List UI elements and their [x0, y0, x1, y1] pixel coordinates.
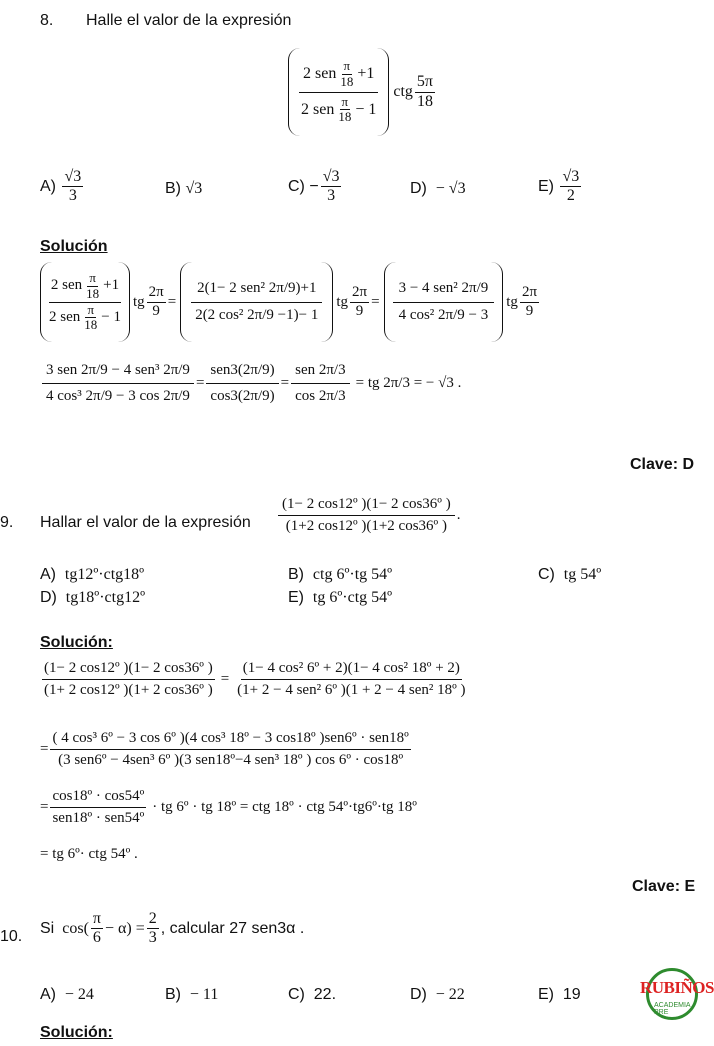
problem-10-option-a: A) − 24 [40, 986, 94, 1003]
problem-8-option-a: A) $\frac{√3}{3}$ [40, 168, 82, 205]
problem-8-solution-label: Solución [40, 238, 108, 255]
problem-10-number: 10. [0, 928, 23, 945]
problem-8-expression: 2 sen $\frac{\pi}{18}$ +1 2 sen $\frac{\pi}{18}$ − 1 ctg $\frac{5\pi}{18}$ [288, 48, 437, 136]
problem-9-solution-line-2: = ( 4 cos³ 6º − 3 cos 6º )(4 cos³ 18º − 3 cos18º )sen6º · sen18º (3 sen6º − 4sen³ 6º )(3 sen18º−4 sen³ 18º ) cos 6º · cos18º [40, 730, 409, 769]
problem-8-option-e: E) $\frac{√3}{2}$ [538, 168, 580, 205]
logo-subtitle: ACADEMIA PRE [654, 1002, 691, 1016]
problem-10-option-c: C) 22. [288, 986, 337, 1003]
problem-8-option-c: C) − $\frac{√3}{3}$ [288, 168, 340, 205]
problem-9-number: 9. [0, 514, 14, 531]
problem-8-option-d: D) − √3 [410, 180, 466, 197]
problem-8-statement: Halle el valor de la expresión [86, 12, 292, 29]
problem-9-expression: $\frac{\text{(1− 2 cos12º )(1− 2 cos36º )}}{\text{(1+2 cos12º )(1+2 cos36º )}}$ . [276, 494, 460, 538]
problem-9-solution-line-1: $\frac{\text{(1− 2 cos12º )(1− 2 cos36º )}}{\text{(1+ 2 cos12º )(1+ 2 cos36º )}}$ = $\frac{\text{(1− 4 cos² 6º + 2)(1− 4 cos² 18º + 2)}}{\text{(1+ 2 − 4 sen² 6º )(1 + 2 − 4 sen² 18º )}}$ [44, 660, 466, 699]
problem-10-solution-label: Solución: [40, 1024, 113, 1041]
problem-10-statement: Si cos( $\frac{\pi}{6}$ − α) = $\frac{2}{3}$ , calcular 27 sen3α . [40, 910, 305, 947]
problem-10-option-b: B) − 11 [165, 986, 219, 1003]
problem-8-option-b: B) √3 [165, 180, 203, 197]
rubinos-logo [640, 960, 714, 1020]
problem-8-answer-key: Clave: D [630, 456, 695, 473]
problem-10-option-e: E) 19 [538, 986, 581, 1003]
problem-9-solution-line-4: = tg 6º· ctg 54º . [40, 846, 138, 862]
problem-9-option-b: B) ctg 6º·tg 54º [288, 566, 393, 583]
problem-8-solution-line-1: 2 sen $\frac{\pi}{18}$ +1 2 sen $\frac{\pi}{18}$ − 1 tg $\frac{2\pi}{9}$ = $\frac{\text{2(1− 2 sen² 2π/9)+1}}{\text{2(2 cos² 2π/9 −1)− 1}}$ tg $\frac{2\pi}{9}$ = $\frac{\text{3 − 4 sen² 2π/9}}{\text{4 cos² 2π/9 − 3}}$ tg $\frac{2\pi}{9}$ [40, 262, 541, 342]
problem-8-number: 8. [40, 12, 54, 29]
problem-9-option-d: D) tg18º·ctg12º [40, 589, 146, 606]
logo-word: RUBIÑOS [640, 978, 714, 997]
problem-9-statement: Hallar el valor de la expresión [40, 514, 251, 531]
problem-9-option-c: C) tg 54º [538, 566, 602, 583]
problem-9-answer-key: Clave: E [632, 878, 696, 895]
problem-9-solution-label: Solución: [40, 634, 113, 651]
problem-9-option-a: A) tg12º·ctg18º [40, 566, 145, 583]
problem-9-solution-line-3: = $\frac{\text{cos18º · cos54º}}{\text{sen18º · sen54º}}$ · tg 6º · tg 18º = ctg 18º · ctg 54º·tg6º·tg 18º [40, 788, 417, 827]
problem-8-solution-line-2: $\frac{\text{3 sen 2π/9 − 4 sen³ 2π/9}}{\text{4 cos³ 2π/9 − 3 cos 2π/9}}$ = $\frac{\text{sen3(2π/9)}}{\cos 3(2\pi/9)}$ = $\frac{\text{sen 2π/3}}{\cos 2\pi/3}$ = tg 2π/3 = − √3 . [40, 358, 461, 410]
problem-9-option-e: E) tg 6º·ctg 54º [288, 589, 393, 606]
problem-10-option-d: D) − 22 [410, 986, 465, 1003]
